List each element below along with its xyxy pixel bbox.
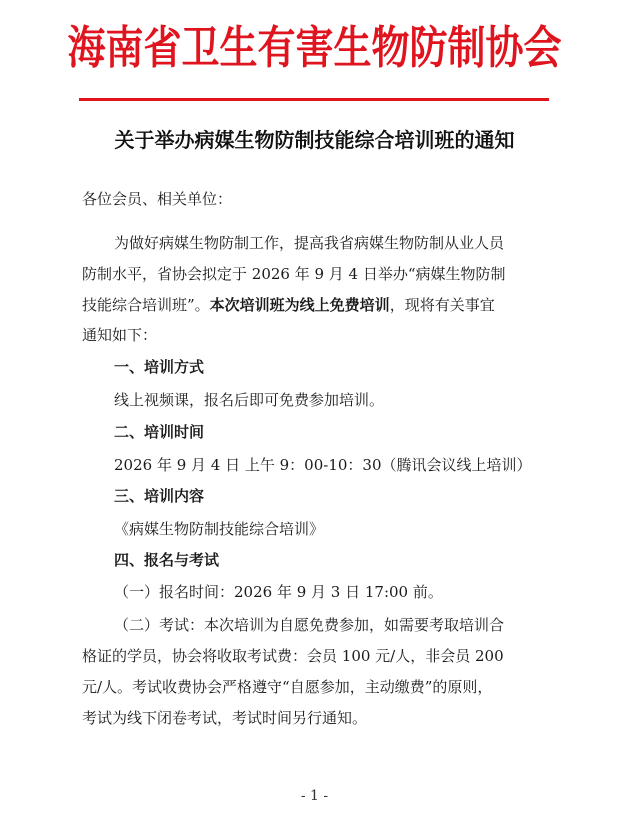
intro-line-4: 通知如下：: [82, 326, 158, 344]
notice-title: 关于举办病媒生物防制技能综合培训班的通知: [114, 128, 515, 152]
registration-time: （一）报名时间：2026 年 9 月 3 日 17:00 前。: [114, 583, 443, 601]
intro-line-3-part-1: 技能综合培训班”。: [82, 296, 210, 314]
section-text-training-content: 《病媒生物防制技能综合培训》: [114, 520, 325, 538]
intro-line-3: [82, 294, 495, 315]
section-text-training-method: 线上视频课，报名后即可免费参加培训。: [114, 391, 385, 409]
intro-line-2: 防制水平，省协会拟定于 2026 年 9 月 4 日举办“病媒生物防制: [82, 265, 506, 283]
section-heading-training-content: 三、培训内容: [114, 487, 205, 505]
section-heading-training-method: 一、培训方式: [114, 358, 205, 376]
free-training-emphasis: 本次培训班为线上免费培训: [209, 296, 390, 314]
section-heading-training-time: 二、培训时间: [114, 423, 205, 441]
exam-line-2: 格证的学员，协会将收取考试费：会员 100 元/人，非会员 200: [82, 647, 504, 665]
organization-name: 海南省卫生有害生物防制协会: [67, 20, 562, 74]
intro-line-1: 为做好病媒生物防制工作，提高我省病媒生物防制从业人员: [114, 234, 505, 252]
exam-line-3: 元/人。考试收费协会严格遵守“自愿参加，主动缴费”的原则，: [82, 678, 493, 696]
intro-line-3-part-2: ，现将有关事宜: [389, 296, 495, 314]
salutation: 各位会员、相关单位：: [82, 190, 233, 208]
red-divider-line: [79, 98, 549, 101]
exam-line-4: 考试为线下闭卷考试，考试时间另行通知。: [82, 709, 368, 727]
section-text-training-time: 2026 年 9 月 4 日 上午 9：00-10：30（腾讯会议线上培训）: [114, 456, 532, 474]
section-heading-registration-exam: 四、报名与考试: [114, 551, 220, 569]
page-number: - 1 -: [300, 788, 329, 804]
exam-line-1: （二）考试：本次培训为自愿免费参加，如需要考取培训合: [114, 616, 505, 634]
